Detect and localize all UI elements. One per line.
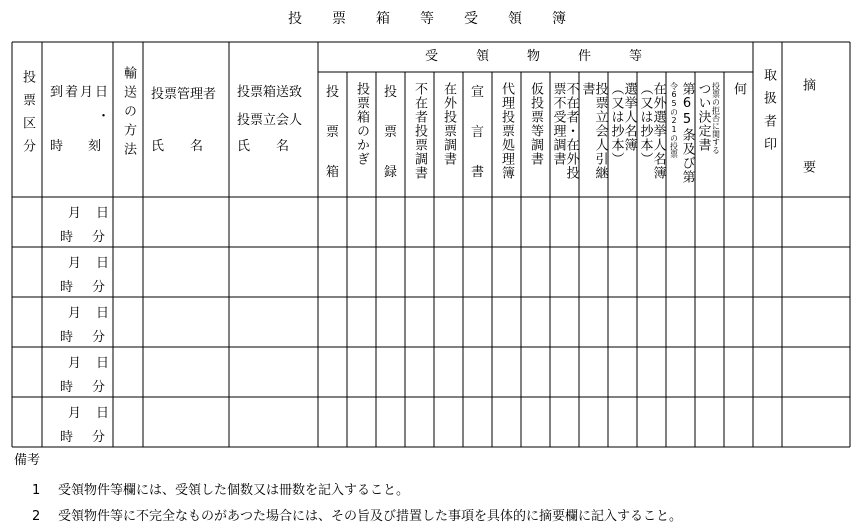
row-1-minute: 分 <box>92 230 106 245</box>
item-header-11-line-1: 選挙人名簿 <box>621 82 637 152</box>
header-handler-seal: 取扱者印 <box>761 68 776 160</box>
item-header-3-char: 録 <box>384 165 398 180</box>
item-header-9-line-2: 票不受理調書 <box>550 82 566 166</box>
item-header-3-char: 投 <box>384 85 398 100</box>
row-1-day: 日 <box>96 206 110 221</box>
header-items-group: 受 領 物 件 等 <box>424 49 646 64</box>
item-header-13-line-2: 令65の21の投票 <box>669 82 679 158</box>
row-3-hour: 時 <box>60 330 74 345</box>
row-5-minute: 分 <box>92 430 106 445</box>
item-header-12-line-2: （又は抄本） <box>637 82 653 166</box>
notes-heading: 備考 <box>14 453 41 468</box>
note-1-number: 1 <box>32 483 41 498</box>
item-header-15: 何 <box>731 82 746 96</box>
item-header-11-line-2: （又は抄本） <box>608 82 624 166</box>
item-header-8: 仮投票等調書 <box>528 82 543 166</box>
item-header-1-char: 箱 <box>326 165 340 180</box>
row-4-month: 月 <box>68 356 82 371</box>
item-header-6-char: 宣 <box>471 85 485 100</box>
row-3-minute: 分 <box>92 330 106 345</box>
note-1-text: 受領物件等欄には、受領した個数又は冊数を記入すること。 <box>58 483 410 498</box>
row-4-minute: 分 <box>92 380 106 395</box>
item-header-6-char: 言 <box>471 125 485 140</box>
item-header-1-char: 投 <box>326 85 340 100</box>
item-header-13-line-1: 第65条及び第 <box>679 82 695 184</box>
header-escort-title1: 投票箱送致 <box>237 85 303 100</box>
row-2-day: 日 <box>96 256 110 271</box>
row-1-month: 月 <box>68 206 82 221</box>
header-remarks: 摘 要 <box>800 78 815 201</box>
header-arrival-time: 時 刻 <box>50 139 108 154</box>
row-4-hour: 時 <box>60 380 74 395</box>
row-1-hour: 時 <box>60 230 74 245</box>
row-5-hour: 時 <box>60 430 74 445</box>
row-5-month: 月 <box>68 406 82 421</box>
item-header-14-line-1: 投票の拒否に関する <box>711 82 721 154</box>
item-header-9-line-1: 不在者・在外投 <box>563 82 579 180</box>
page-title: 投票箱等受領簿 <box>288 11 596 27</box>
header-manager-name: 氏 名 <box>151 139 204 154</box>
header-manager-title: 投票管理者 <box>151 87 217 102</box>
item-header-14-line-2: つい決定書 <box>695 82 711 152</box>
header-arrival-day: 到着月日 <box>50 85 111 100</box>
header-arrival-dot: ・ <box>97 109 111 124</box>
header-transport: 輸送の方法 <box>121 66 136 161</box>
item-header-12-line-1: 在外選挙人名簿 <box>650 82 666 180</box>
row-4-day: 日 <box>96 356 110 371</box>
row-2-month: 月 <box>68 256 82 271</box>
item-header-3-char: 票 <box>384 125 398 140</box>
note-2-text: 受領物件等に不完全なものがあつた場合には、その旨及び措置した事項を具体的に摘要欄に記入すること。 <box>58 509 683 524</box>
header-escort-name: 氏 名 <box>237 139 290 154</box>
item-header-6-char: 書 <box>471 165 485 180</box>
item-header-4: 不在者投票調書 <box>412 82 427 180</box>
header-ballot-class: 投票区分 <box>20 70 35 162</box>
item-header-7: 代理投票処理簿 <box>499 82 514 180</box>
item-header-10-line-1: 投票立会人引継 <box>592 82 608 180</box>
item-header-5: 在外投票調書 <box>441 82 456 166</box>
item-header-2: 投票箱のかぎ <box>354 82 369 166</box>
row-2-hour: 時 <box>60 280 74 295</box>
row-2-minute: 分 <box>92 280 106 295</box>
header-escort-title2: 投票立会人 <box>237 113 303 128</box>
item-header-1-char: 票 <box>326 125 340 140</box>
row-5-day: 日 <box>96 406 110 421</box>
note-2-number: 2 <box>32 509 41 524</box>
row-3-day: 日 <box>96 306 110 321</box>
row-3-month: 月 <box>68 306 82 321</box>
item-header-10-line-2: 書 <box>579 82 595 96</box>
